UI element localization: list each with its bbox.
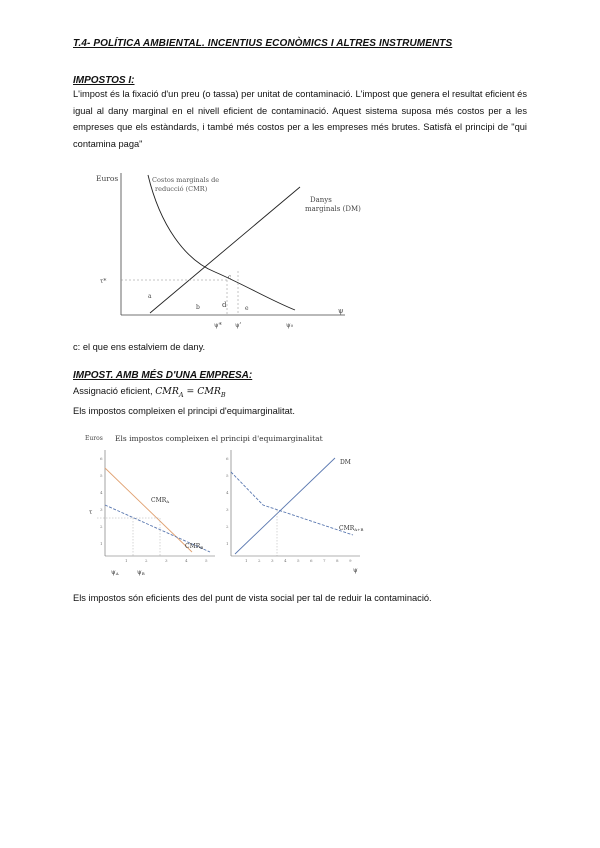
y-axis-label: Euros bbox=[96, 174, 119, 183]
fig2-tau: τ bbox=[89, 509, 93, 516]
assignment-label: Assignació eficient, bbox=[73, 386, 153, 396]
right-ytick: 5 bbox=[226, 473, 229, 478]
cmr-a-curve bbox=[105, 468, 192, 552]
right-xtick: 4 bbox=[284, 558, 287, 563]
efficient-assignment bbox=[73, 386, 226, 399]
x-psi-0: ψ₀ bbox=[286, 322, 294, 329]
right-x-ticks bbox=[245, 558, 352, 563]
fig2-y-label: Euros bbox=[85, 435, 103, 442]
equimarginal-statement: Els impostos compleixen el principi d'equimarginalitat. bbox=[73, 406, 295, 416]
dm-label-1: Danys bbox=[310, 196, 332, 204]
left-x-ticks bbox=[125, 558, 208, 563]
dm-label-right: DM bbox=[340, 459, 351, 466]
equation: $CMR_A = CMR_B$ bbox=[155, 386, 226, 399]
area-a: a bbox=[148, 293, 152, 300]
right-ytick: 6 bbox=[226, 456, 229, 461]
right-ytick: 3 bbox=[226, 507, 229, 512]
left-xtick: 5 bbox=[205, 558, 208, 563]
right-y-ticks bbox=[226, 456, 229, 546]
x-psi-star: ψ* bbox=[214, 322, 222, 329]
left-ytick: 1 bbox=[100, 541, 103, 546]
fig2-title: Els impostos compleixen el principi d'equimarginalitat bbox=[115, 434, 323, 443]
cmr-sum-curve bbox=[231, 472, 353, 535]
left-ytick: 5 bbox=[100, 473, 103, 478]
left-y-ticks bbox=[100, 456, 103, 546]
right-ytick: 2 bbox=[226, 524, 229, 529]
right-ytick: 1 bbox=[226, 541, 229, 546]
left-xtick: 1 bbox=[125, 558, 128, 563]
figure-tax-diagram bbox=[90, 165, 370, 335]
right-x-label: ψ bbox=[353, 567, 358, 574]
right-xtick: 7 bbox=[323, 558, 326, 563]
left-ytick: 3 bbox=[100, 507, 103, 512]
x-axis-label: ψ bbox=[338, 307, 344, 315]
area-b: b bbox=[196, 304, 200, 311]
psi-b-label: ψB bbox=[137, 569, 145, 576]
left-xtick: 3 bbox=[165, 558, 168, 563]
right-ytick: 4 bbox=[226, 490, 229, 495]
section-heading-multiple-firms: IMPOST. AMB MÉS D'UNA EMPRESA: bbox=[73, 370, 253, 381]
caption-c: c: el que ens estalviem de dany. bbox=[73, 342, 206, 352]
cmr-label-1: Costos marginals de bbox=[152, 176, 220, 184]
right-xtick: 2 bbox=[258, 558, 261, 563]
cmr-sum-label: CMRA+B bbox=[339, 525, 364, 532]
figure-equimarginal bbox=[85, 430, 375, 580]
left-ytick: 4 bbox=[100, 490, 103, 495]
area-e: e bbox=[245, 305, 249, 312]
right-xtick: 8 bbox=[336, 558, 339, 563]
right-xtick: 3 bbox=[271, 558, 274, 563]
dm-line bbox=[235, 458, 335, 554]
right-xtick: 6 bbox=[310, 558, 313, 563]
area-d: d bbox=[222, 301, 227, 309]
cmr-curve bbox=[148, 175, 295, 310]
left-ytick: 2 bbox=[100, 524, 103, 529]
dm-label-2: marginals (DM) bbox=[305, 205, 361, 213]
closing-statement: Els impostos són eficients des del punt de vista social per tal de reduir la contaminació. bbox=[73, 593, 432, 603]
x-psi-prime: ψ' bbox=[235, 322, 242, 329]
right-xtick: 9 bbox=[349, 558, 352, 563]
cmr-b-label: CMRB bbox=[185, 543, 204, 550]
dm-curve bbox=[150, 187, 300, 313]
psi-a-label: ψA bbox=[111, 569, 119, 576]
page-title: T.4- POLÍTICA AMBIENTAL. INCENTIUS ECONÒMICS I ALTRES INSTRUMENTS bbox=[73, 38, 453, 49]
tau-label: τ* bbox=[100, 278, 107, 285]
right-xtick: 5 bbox=[297, 558, 300, 563]
right-xtick: 1 bbox=[245, 558, 248, 563]
area-c: c bbox=[228, 274, 232, 281]
section-heading-impostos: IMPOSTOS I: bbox=[73, 75, 135, 86]
left-xtick: 4 bbox=[185, 558, 188, 563]
cmr-a-label: CMRA bbox=[151, 497, 170, 504]
left-ytick: 6 bbox=[100, 456, 103, 461]
section-paragraph-impostos: L'impost és la fixació d'un preu (o tassa) per unitat de contaminació. L'impost que genera el resultat eficient és igual al dany marginal en el nivell eficient de contaminació. Aquest sistema suposa més costos per a les empreses que els estàndards, i també més costos per a les empreses més brutes. Satisfà el principi de "qui contamina paga" bbox=[73, 89, 527, 149]
left-xtick: 2 bbox=[145, 558, 148, 563]
cmr-label-2: reducció (CMR) bbox=[155, 185, 208, 193]
